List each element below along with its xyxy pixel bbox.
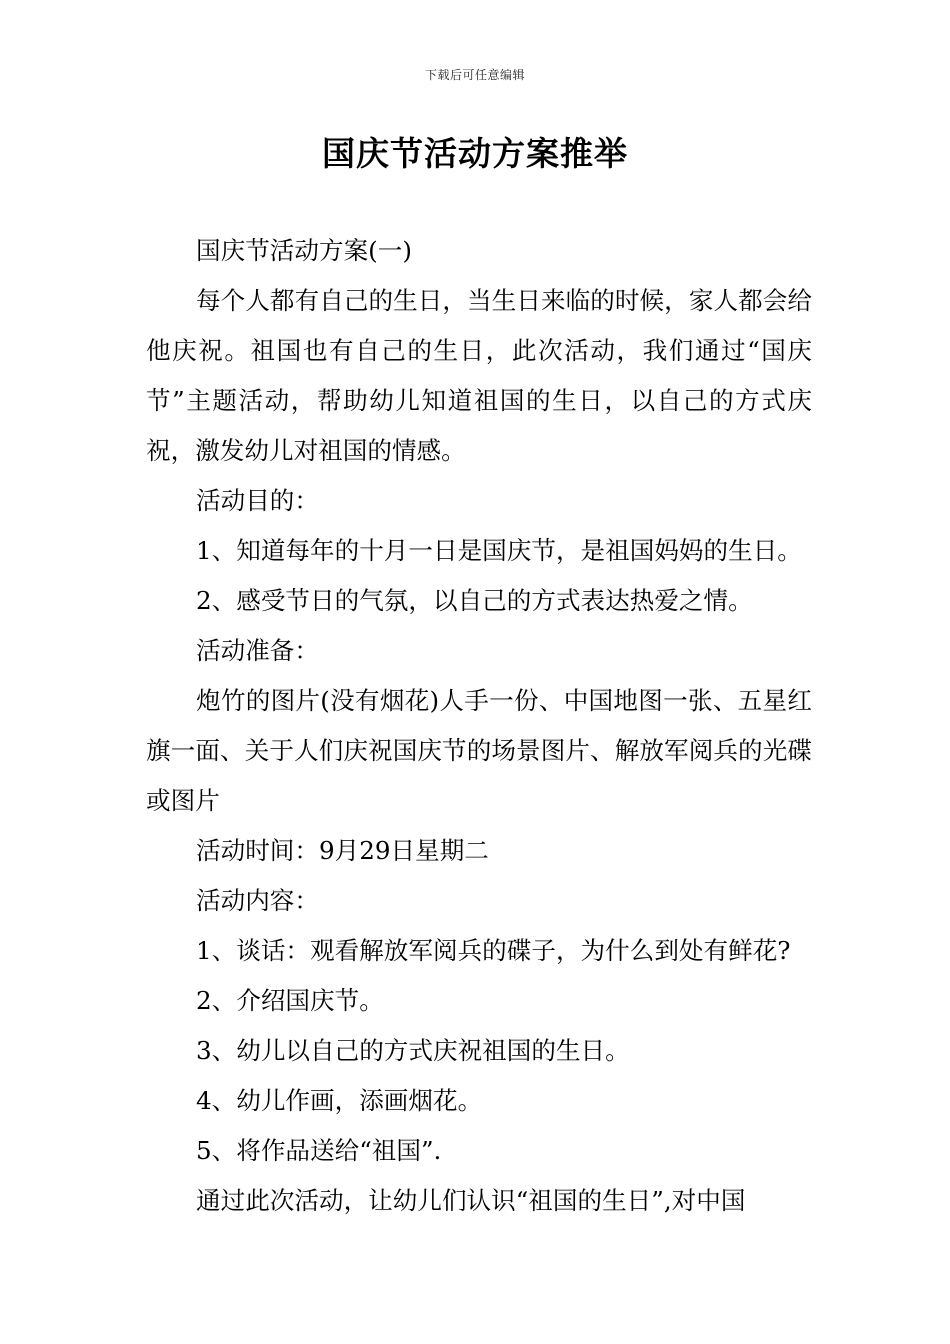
- goals-heading: 活动目的：: [196, 486, 319, 515]
- content-item: 5、将作品送给“祖国”.: [196, 1136, 442, 1165]
- content-item: 3、幼儿以自己的方式庆祝祖国的生日。: [196, 1036, 630, 1065]
- preparation-heading: 活动准备：: [196, 636, 319, 665]
- goal-item: 2、感受节日的气氛，以自己的方式表达热爱之情。: [196, 586, 753, 615]
- content-heading: 活动内容：: [196, 886, 319, 915]
- content-item: 2、介绍国庆节。: [196, 986, 384, 1015]
- section-heading: 国庆节活动方案(一): [196, 236, 412, 265]
- document-title: 国庆节活动方案推举: [322, 134, 628, 173]
- intro-paragraph: 每个人都有自己的生日，当生日来临的时候，家人都会给他庆祝。祖国也有自己的生日，此次活动，我们通过“国庆节”主题活动，帮助幼儿知道祖国的生日，以自己的方式庆祝，激发幼儿对祖国的情感。: [146, 286, 812, 465]
- content-item: 4、幼儿作画，添画烟花。: [196, 1086, 483, 1115]
- goal-item: 1、知道每年的十月一日是国庆节，是祖国妈妈的生日。: [196, 536, 802, 565]
- header-note: 下载后可任意编辑: [424, 68, 525, 82]
- activity-time: 活动时间：9月29日星期二: [196, 836, 489, 865]
- content-item: 1、谈话：观看解放军阅兵的碟子，为什么到处有鲜花?: [196, 936, 791, 965]
- document-body: [146, 226, 812, 1226]
- preparation-paragraph: 炮竹的图片(没有烟花)人手一份、中国地图一张、五星红旗一面、关于人们庆祝国庆节的场景图片、解放军阅兵的光碟或图片: [146, 686, 812, 815]
- closing-paragraph: 通过此次活动，让幼儿们认识“祖国的生日”,对中国: [196, 1186, 746, 1215]
